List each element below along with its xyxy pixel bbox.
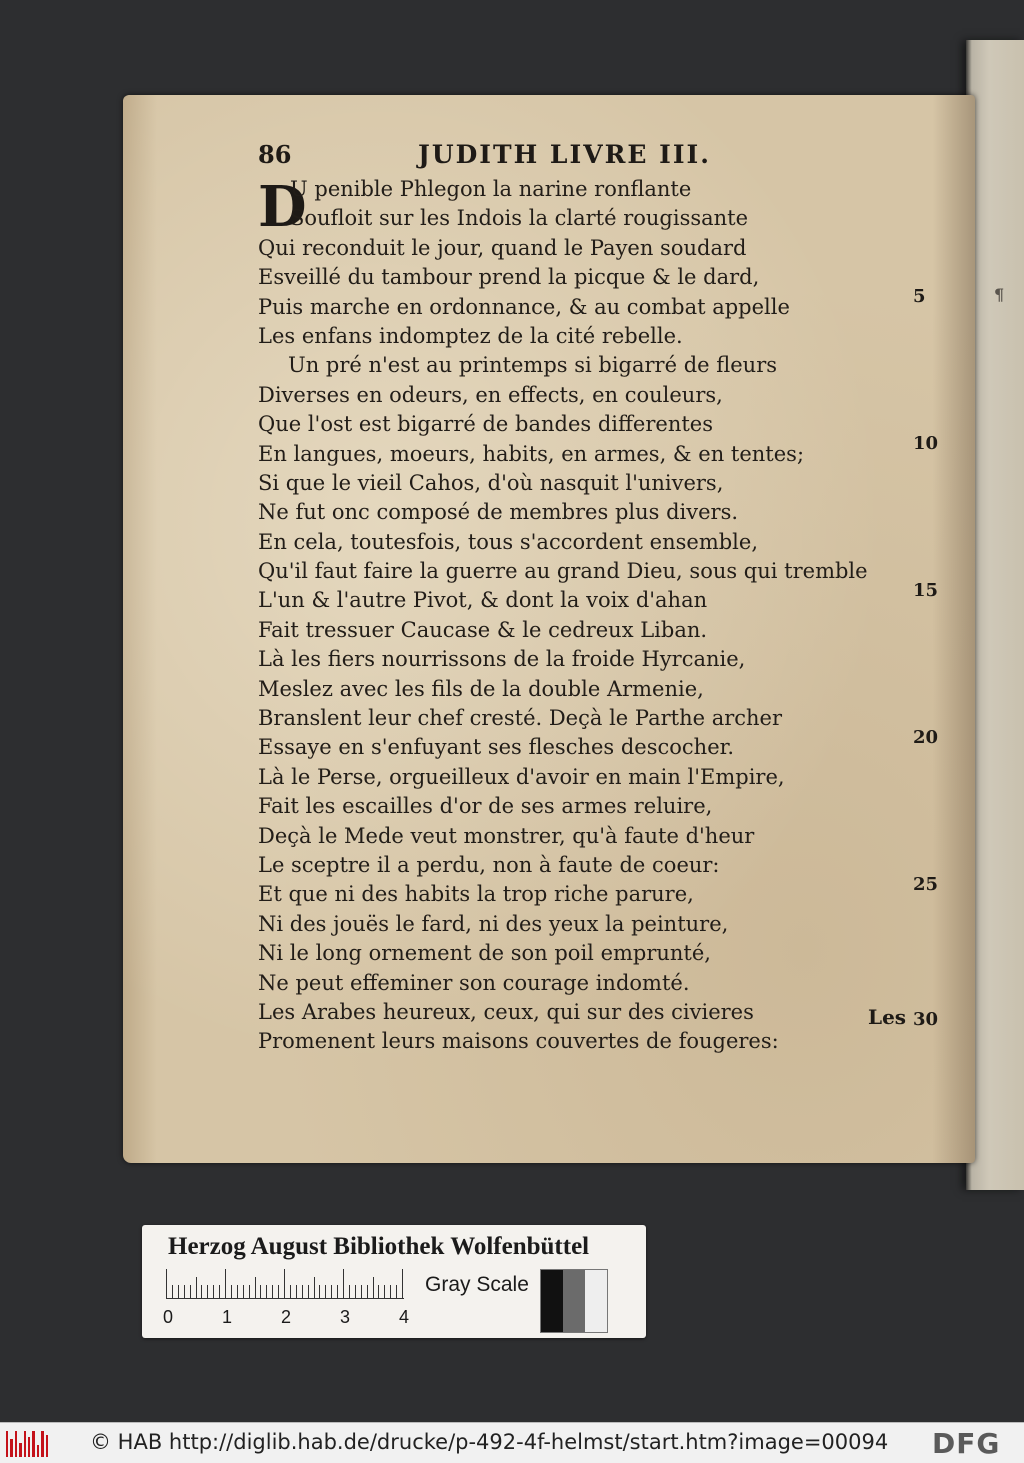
- ruler-label: 3: [340, 1307, 351, 1327]
- ruler-tick: [237, 1285, 238, 1299]
- verse-line: Qui reconduit le jour, quand le Payen soudard: [258, 235, 747, 260]
- ruler-tick: [325, 1285, 326, 1299]
- hab-logo-bar: [41, 1431, 43, 1457]
- ruler-tick: [266, 1285, 267, 1299]
- line-number-marker: 10: [913, 433, 939, 454]
- gray-scale-label: Gray Scale: [425, 1273, 529, 1296]
- ruler-tick: [390, 1285, 391, 1299]
- verse-line: Diverses en odeurs, en effects, en couleurs,: [258, 382, 723, 407]
- ruler-tick: [249, 1285, 250, 1299]
- verse-line: Fait tressuer Caucase & le cedreux Liban.: [258, 617, 708, 642]
- verse-line: Puis marche en ordonnance, & au combat appelle: [258, 294, 790, 319]
- ruler-tick: [243, 1285, 244, 1299]
- ruler-tick: [331, 1285, 332, 1299]
- ruler-tick: [367, 1285, 368, 1299]
- verse-line: Branslent leur chef cresté. Deçà le Parthe archer: [258, 706, 783, 731]
- ruler-tick: [343, 1269, 344, 1299]
- verse-line: Ni des jouës le fard, ni des yeux la peinture,: [258, 911, 729, 936]
- ruler-tick: [284, 1269, 285, 1299]
- verse-line: Promenent leurs maisons couvertes de fougeres:: [258, 1029, 779, 1054]
- ruler-tick: [384, 1285, 385, 1299]
- centimeter-ruler: [166, 1269, 404, 1299]
- hab-logo-bar: [15, 1431, 17, 1457]
- ruler-tick: [272, 1285, 273, 1299]
- verse-line: Si que le vieil Cahos, d'où nasquit l'univers,: [258, 470, 724, 495]
- verse-line: Essaye en s'enfuyant ses flesches descocher.: [258, 735, 735, 760]
- verse-line: Les enfans indomptez de la cité rebelle.: [258, 323, 683, 348]
- ruler-tick: [296, 1285, 297, 1299]
- hab-logo-bar: [28, 1437, 30, 1457]
- next-page-mark: ¶: [994, 285, 1005, 304]
- verse-line: Soufloit sur les Indois la clarté rougissante: [290, 206, 749, 231]
- ruler-tick: [396, 1285, 397, 1299]
- verse-line: Un pré n'est au printemps si bigarré de fleurs: [288, 353, 778, 378]
- verse-line: Deçà le Mede veut monstrer, qu'à faute d'heur: [258, 823, 755, 848]
- verse-line: Le sceptre il a perdu, non à faute de coeur:: [258, 852, 720, 877]
- verse-line: U penible Phlegon la narine ronflante: [290, 177, 692, 201]
- line-number-marker: 15: [913, 580, 939, 601]
- line-number-marker: 20: [913, 727, 939, 748]
- verse-line: En langues, moeurs, habits, en armes, & en tentes;: [258, 441, 805, 466]
- ruler-label: 2: [281, 1307, 292, 1327]
- verse-line: Fait les escailles d'or de ses armes reluire,: [258, 794, 713, 819]
- ruler-tick: [349, 1285, 350, 1299]
- ruler-tick: [172, 1285, 173, 1299]
- hab-logo-bar: [24, 1431, 26, 1457]
- hab-logo-bar: [6, 1431, 8, 1457]
- verse-line: L'un & l'autre Pivot, & dont la voix d'ahan: [258, 588, 708, 613]
- verse-line: Là le Perse, orgueilleux d'avoir en main l'Empire,: [258, 764, 785, 789]
- ruler-tick: [178, 1285, 179, 1299]
- catchword: Les: [868, 1005, 907, 1029]
- hab-logo-bar: [46, 1435, 48, 1457]
- verse-line: Qu'il faut faire la guerre au grand Dieu, sous qui tremble: [258, 559, 868, 584]
- ruler-tick: [219, 1285, 220, 1299]
- ruler-tick: [231, 1285, 232, 1299]
- verse-line: Ne peut effeminer son courage indomté.: [258, 970, 690, 995]
- ruler-tick: [207, 1285, 208, 1299]
- ruler-tick: [290, 1285, 291, 1299]
- hab-logo-bar: [19, 1443, 21, 1457]
- ruler-tick: [337, 1285, 338, 1299]
- ruler-tick: [302, 1285, 303, 1299]
- page-header: [258, 140, 858, 176]
- ruler-tick: [402, 1269, 403, 1299]
- ruler-tick: [378, 1285, 379, 1299]
- poem-text: [258, 175, 958, 1057]
- ruler-tick: [319, 1285, 320, 1299]
- ruler-label: 0: [163, 1307, 174, 1327]
- drop-capital: D: [258, 174, 307, 240]
- gray-swatch-light: [585, 1270, 607, 1332]
- book-page: [123, 95, 975, 1163]
- gray-swatch-mid: [563, 1270, 585, 1332]
- running-title: JUDITH LIVRE III.: [418, 140, 711, 169]
- ruler-tick: [201, 1285, 202, 1299]
- footer-bar: [0, 1422, 1024, 1463]
- ruler-tick: [361, 1285, 362, 1299]
- ruler-tick: [314, 1277, 315, 1299]
- ruler-tick: [166, 1269, 167, 1299]
- hab-logo-bar: [32, 1431, 34, 1457]
- ruler-label: 4: [399, 1307, 410, 1327]
- gray-swatch-dark: [541, 1270, 563, 1332]
- hab-logo-icon[interactable]: [6, 1431, 48, 1457]
- copyright-link[interactable]: © HAB http://diglib.hab.de/drucke/p-492-4f-helmst/start.htm?image=00094: [90, 1430, 889, 1454]
- ruler-tick: [308, 1285, 309, 1299]
- ruler-tick: [255, 1277, 256, 1299]
- ruler-label: 1: [222, 1307, 233, 1327]
- verse-line: Et que ni des habits la trop riche parure,: [258, 882, 694, 907]
- verse-line: Que l'ost est bigarré de bandes differentes: [258, 412, 713, 437]
- ruler-tick: [373, 1277, 374, 1299]
- hab-logo-bar: [10, 1439, 12, 1457]
- ruler-tick: [213, 1285, 214, 1299]
- library-name: Herzog August Bibliothek Wolfenbüttel: [168, 1233, 590, 1260]
- reference-card: [142, 1225, 646, 1338]
- gray-scale-swatch: [540, 1269, 608, 1333]
- verse-line: En cela, toutesfois, tous s'accordent ensemble,: [258, 529, 758, 554]
- ruler-tick: [196, 1277, 197, 1299]
- ruler-tick: [355, 1285, 356, 1299]
- verse-line: Meslez avec les fils de la double Armenie,: [258, 676, 704, 701]
- ruler-tick: [225, 1269, 226, 1299]
- ruler-tick: [184, 1285, 185, 1299]
- dfg-logo[interactable]: DFG: [932, 1427, 1001, 1460]
- ruler-tick: [260, 1285, 261, 1299]
- line-number-marker: 5: [913, 286, 926, 307]
- verse-line: Esveillé du tambour prend la picque & le dard,: [258, 265, 760, 290]
- verse-line: Ne fut onc composé de membres plus divers.: [258, 500, 739, 525]
- page-number: 86: [258, 140, 292, 169]
- verse-line: Les Arabes heureux, ceux, qui sur des civieres: [258, 999, 754, 1024]
- hab-logo-bar: [37, 1445, 39, 1457]
- ruler-tick: [190, 1285, 191, 1299]
- verse-line: Ni le long ornement de son poil emprunté,: [258, 941, 711, 966]
- line-number-marker: 30: [913, 1009, 939, 1030]
- ruler-tick: [278, 1285, 279, 1299]
- line-number-marker: 25: [913, 874, 939, 895]
- verse-line: Là les fiers nourrissons de la froide Hyrcanie,: [258, 647, 746, 672]
